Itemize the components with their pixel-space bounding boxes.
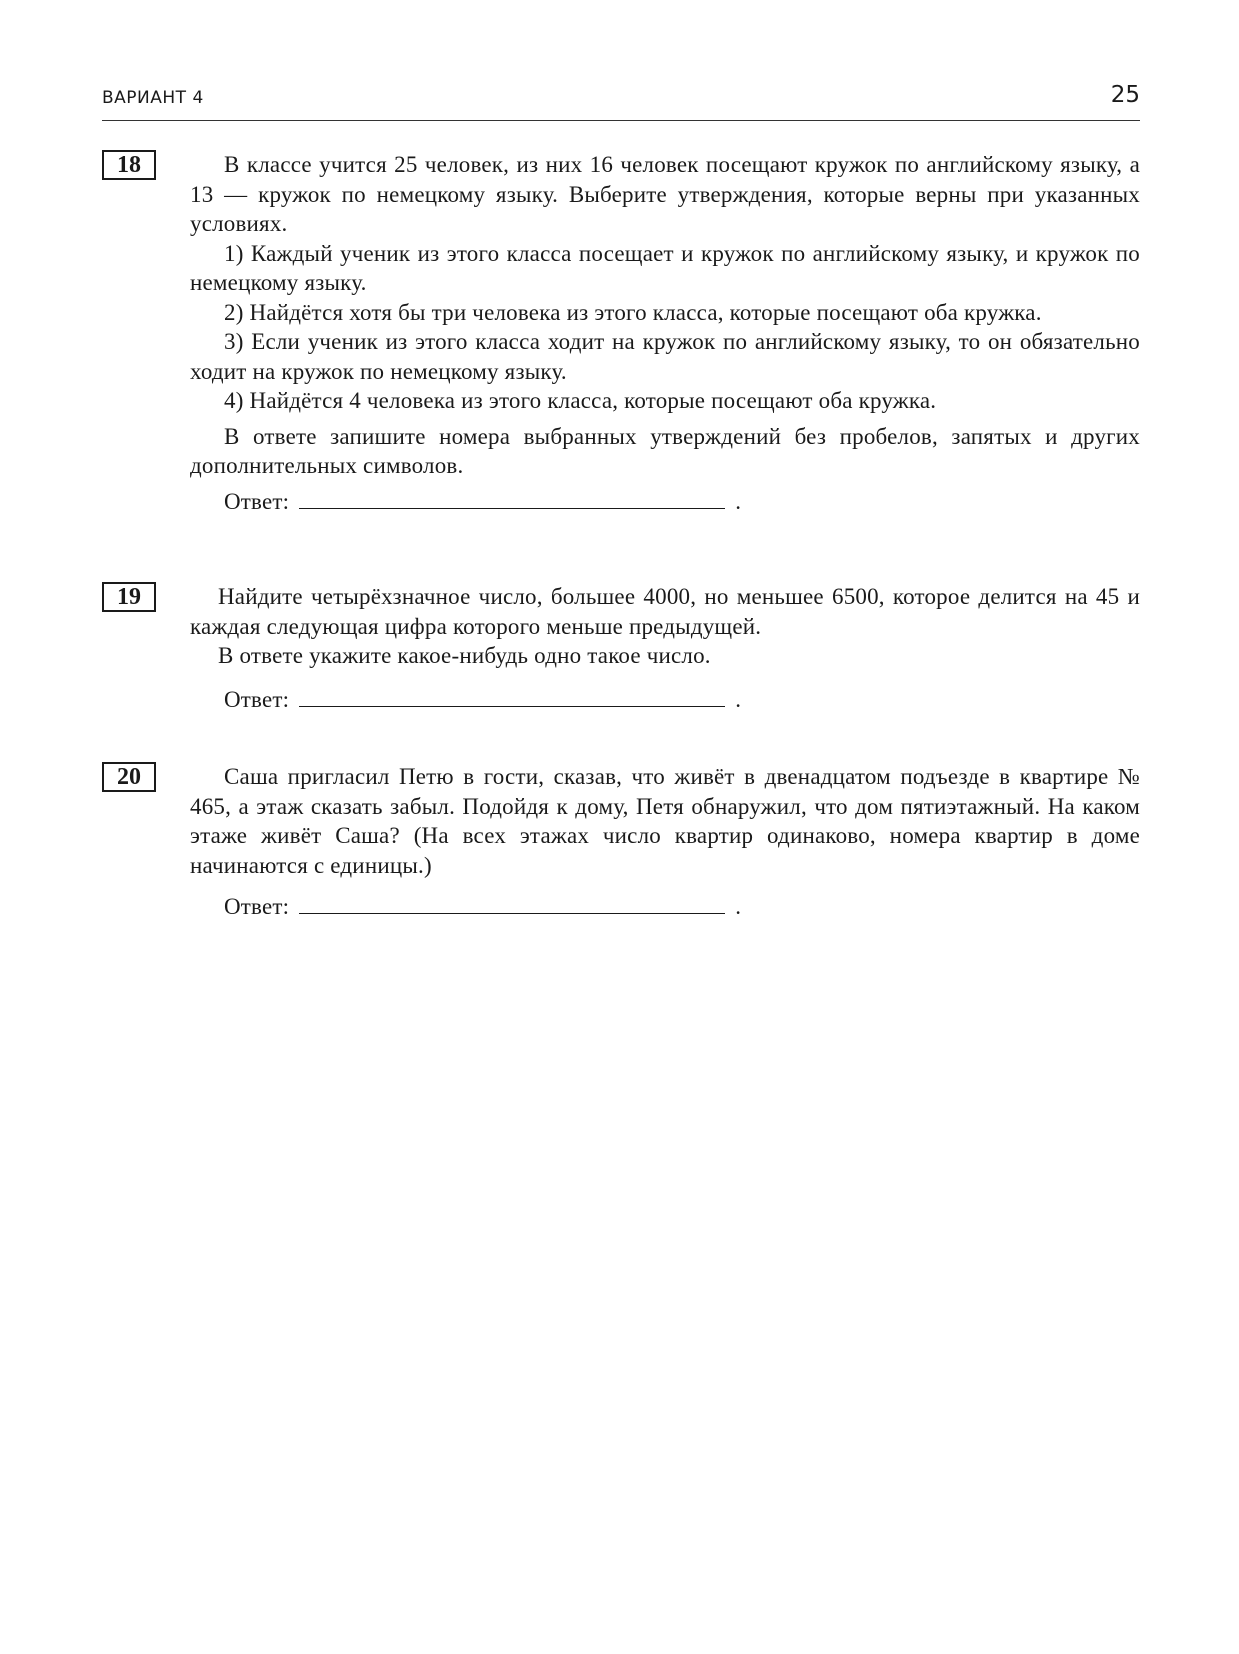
task-number: 19 — [102, 582, 156, 612]
task-number: 18 — [102, 150, 156, 180]
answer-row — [190, 892, 1140, 922]
task-body — [190, 582, 1140, 714]
answer-field[interactable] — [299, 912, 725, 914]
statement-2: 2) Найдётся хотя бы три человека из этого класса, которые посещают оба кружка. — [224, 299, 1042, 325]
answer-field[interactable] — [299, 705, 725, 707]
task-text: Найдите четырёхзначное число, большее 4000, но меньшее 6500, которое делится на 45 и каждая следующая цифра которого меньше предыдущей. — [190, 584, 1140, 639]
statement-3: 3) Если ученик из этого класса ходит на кружок по английскому языку, то он обязательно ходит на кружок по немецкому языку. — [190, 329, 1140, 384]
answer-instruction: В ответе запишите номера выбранных утверждений без пробелов, запятых и других дополнительных символов. — [190, 423, 1140, 478]
task-number: 20 — [102, 762, 156, 792]
answer-label: Ответ: — [224, 488, 290, 514]
task-body — [190, 762, 1140, 922]
answer-period: . — [735, 488, 742, 514]
page-number: 25 — [1110, 82, 1140, 108]
variant-label: ВАРИАНТ 4 — [102, 88, 204, 108]
answer-field[interactable] — [299, 507, 725, 509]
answer-row — [190, 685, 1140, 715]
answer-row — [190, 487, 1140, 517]
page-header — [102, 80, 1140, 121]
task-text: Саша пригласил Петю в гости, сказав, что живёт в двенадцатом подъезде в квартире № 465, а этаж сказать забыл. Подойдя к дому, Петя обнаружил, что дом пятиэтажный. На каком этаже живёт Саша? (На всех этажах число квартир одинаково, номера квартир в доме начинаются с единицы.) — [190, 764, 1140, 878]
answer-label: Ответ: — [224, 894, 290, 919]
statement-1: 1) Каждый ученик из этого класса посещает и кружок по английскому языку, и кружок по немецкому языку. — [190, 240, 1140, 295]
task-body — [190, 150, 1140, 516]
answer-period: . — [735, 686, 742, 712]
answer-period: . — [735, 894, 742, 919]
answer-instruction: В ответе укажите какое-нибудь одно такое число. — [218, 643, 711, 668]
task-text: В классе учится 25 человек, из них 16 человек посещают кружок по английскому языку, а 13 — кружок по немецкому языку. Выберите утверждения, которые верны при указанных условиях. — [190, 152, 1140, 236]
statement-4: 4) Найдётся 4 человека из этого класса, которые посещают оба кружка. — [224, 388, 937, 413]
answer-label: Ответ: — [224, 686, 290, 712]
